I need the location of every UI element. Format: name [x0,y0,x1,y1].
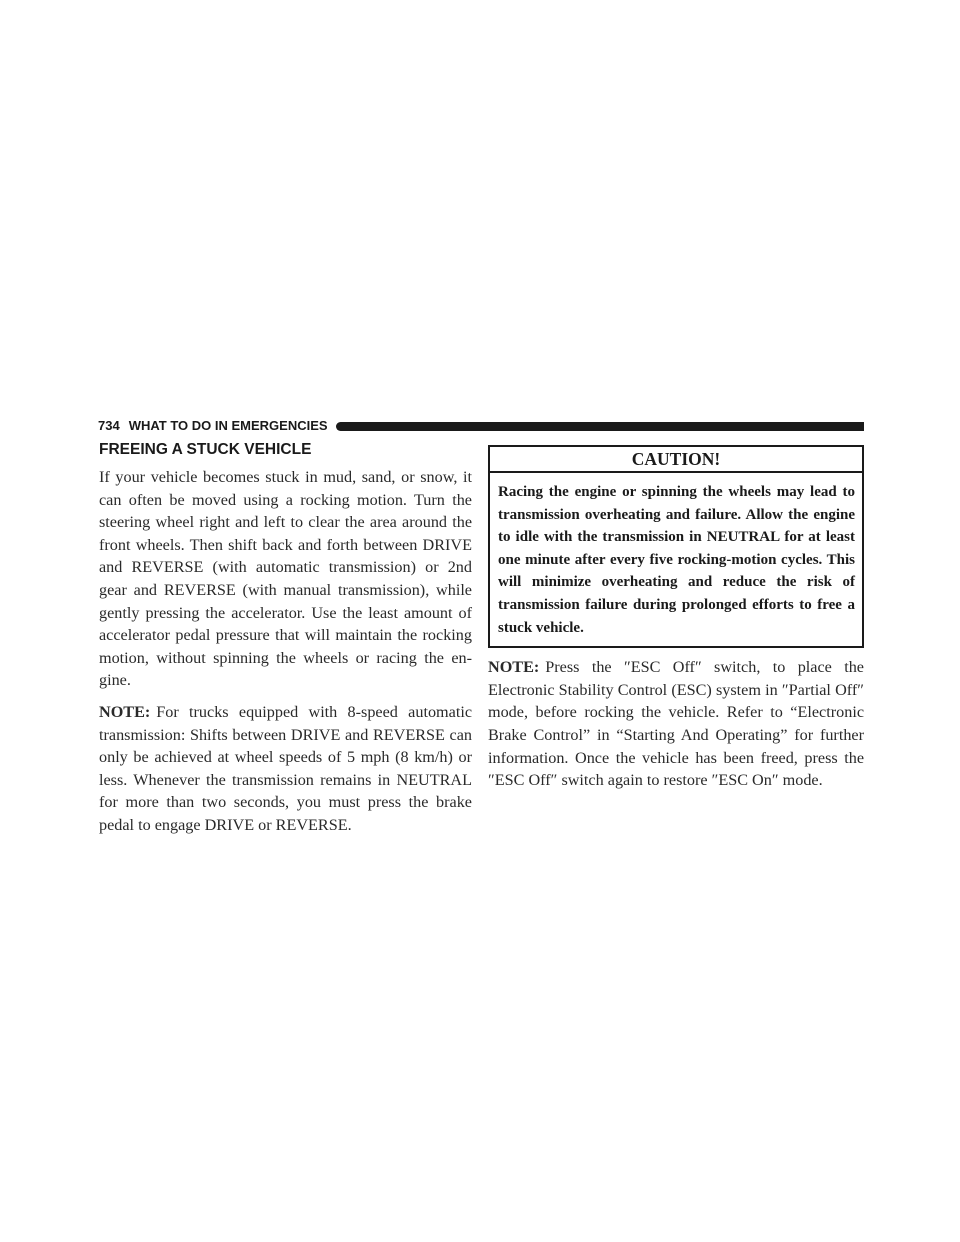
right-column [488,445,864,801]
left-column [99,440,472,846]
note-label: NOTE: [99,702,151,721]
note-label: NOTE: [488,658,540,677]
note-paragraph-esc [488,656,864,792]
caution-text: Racing the engine or spinning the wheels may lead to transmission overheating and failure. Allow the engine to idle with the transmission in NEUTRAL for at least one minute after every five rocking-motion cycles. This will minimize overheating and reduce the risk of transmission failure during prolonged efforts to free a stuck vehicle. [498,484,855,636]
note-paragraph-8speed [99,701,472,837]
page-number: 734 [98,418,120,433]
running-section-title: WHAT TO DO IN EMERGENCIES [128,418,328,433]
section-title: FREEING A STUCK VEHICLE [99,441,312,458]
intro-paragraph: If your vehicle becomes stuck in mud, sand, or snow, it can often be moved using a rocking motion. Turn the steering wheel right and left to clear the area around the front wheels. Then shift back and forth between DRIVE and REVERSE (with automatic transmission) or 2nd gear and REVERSE (with manual transmission), while gently pressing the accelerator. Use the least amount of accelerator pedal pressure that will maintain the rocking motion, without spinning the wheels or racing the engine. [99,468,472,690]
header-rule [336,422,864,431]
page-header [98,418,864,434]
note-text: Press the ″ESC Off″ switch, to place the Electronic Stability Control (ESC) system in ″Partial Off″ mode, before rocking the vehicle. Refer to “Electronic Brake Control” in “Starting And Operating” for further information. Once the vehicle has been freed, press the ″ESC Off″ switch again to restore ″ESC On″ mode. [488,658,864,790]
caution-title: CAUTION! [490,447,862,473]
caution-box [488,445,864,648]
note-text: For trucks equipped with 8-speed automatic transmission: Shifts between DRIVE and REVERSE can only be achieved at wheel speeds of 5 mph (8 km/h) or less. Whenever the transmission remains in NEUTRAL for more than two seconds, you must press the brake pedal to engage DRIVE or REVERSE. [99,702,472,834]
